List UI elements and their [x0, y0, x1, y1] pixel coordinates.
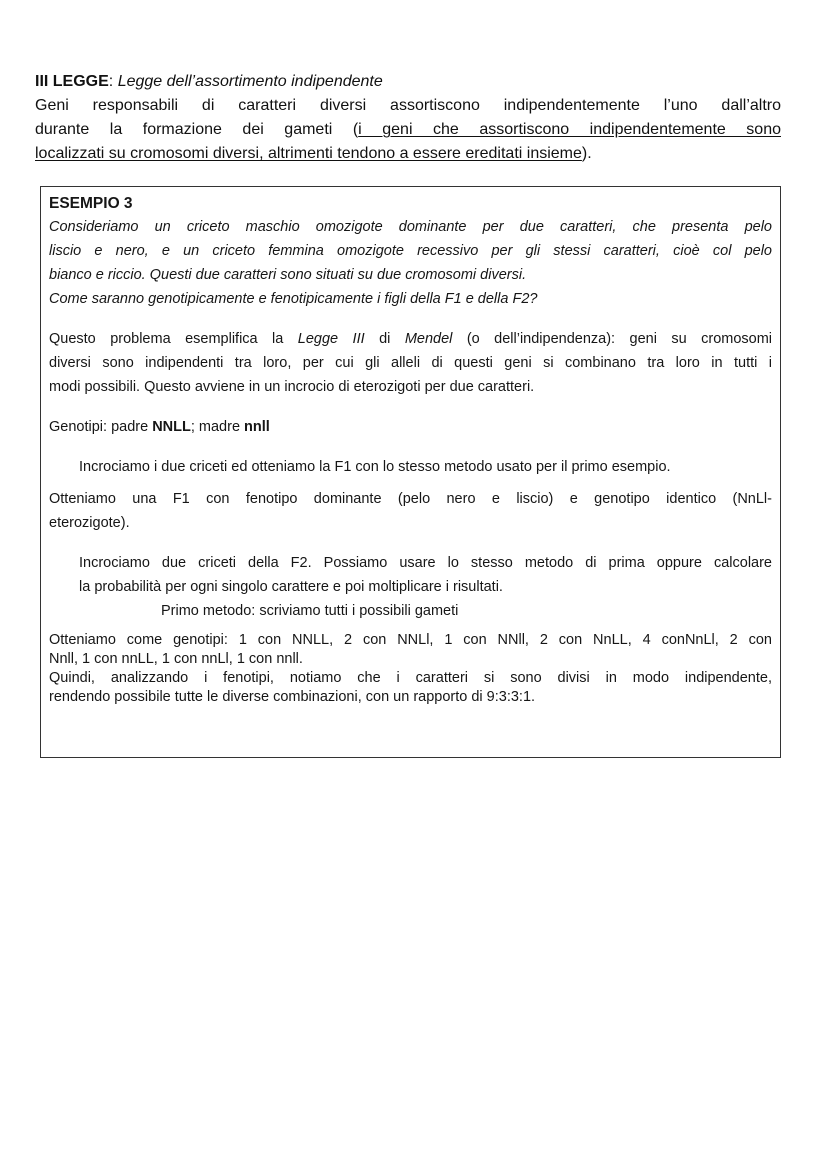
cross-2-line-2: la probabilità per ogni singolo carattere e poi moltiplicare i risultati.: [79, 579, 503, 595]
law-colon: :: [108, 73, 118, 90]
father-genotype: NNLL: [152, 419, 191, 435]
mother-genotype: nnll: [244, 419, 270, 435]
law-line-3-tail: ).: [581, 145, 592, 162]
problem-line-4: Come saranno genotipicamente e fenotipicamente i figli della F1 e della F2?: [49, 291, 538, 307]
conclusion-line-2: rendendo possibile tutte le diverse combinazioni, con un rapporto di 9:3:3:1.: [49, 689, 536, 705]
law-name: Legge dell’assortimento indipendente: [117, 73, 383, 90]
law-line-2: [35, 118, 781, 142]
law-line-2-underlined: i geni che assortiscono indipendentemente sono: [358, 121, 781, 138]
problem-line-3: bianco e riccio. Questi due caratteri sono situati su due cromosomi diversi.: [49, 267, 527, 283]
explanation-line-3: modi possibili. Questo avviene in un incrocio di eterozigoti per due caratteri.: [49, 379, 535, 395]
law-description: [35, 94, 781, 166]
law-section: [35, 70, 781, 166]
cross-2-line-1: Incrociamo due criceti della F2. Possiamo usare lo stesso metodo di prima oppure calcolare: [79, 555, 772, 571]
explanation-prefix: Questo problema esemplifica la: [49, 331, 298, 347]
cross-2: [49, 551, 772, 599]
problem-line-2: liscio e nero, e un criceto femmina omozigote recessivo per gli stessi caratteri, cioè col pelo: [49, 243, 772, 259]
law-line-3-underlined: localizzati su cromosomi diversi, altrimenti tendono a essere ereditati insieme: [35, 145, 582, 162]
f1-result: [49, 487, 772, 535]
f1-line-1: Otteniamo una F1 con fenotipo dominante (pelo nero e liscio) e genotipo identico (NnLl-: [49, 491, 772, 507]
law-line-2-plain: durante la formazione dei gameti (: [35, 121, 359, 138]
example-box: [40, 186, 781, 758]
explanation-suffix: (o dell’indipendenza): geni su cromosomi: [452, 331, 773, 347]
cross-1: Incrociamo i due criceti ed otteniamo la F1 con lo stesso metodo usato per il primo esempio.: [79, 459, 671, 475]
f1-line-2: eterozigote).: [49, 515, 130, 531]
result-line-2: Nnll, 1 con nnLL, 1 con nnLl, 1 con nnll.: [49, 651, 303, 667]
explanation: [49, 327, 772, 399]
law-line-1: Geni responsabili di caratteri diversi assortiscono indipendentemente l’uno dall’altro: [35, 97, 781, 114]
example-title: ESEMPIO 3: [49, 195, 133, 212]
problem-line-1: Consideriamo un criceto maschio omozigote dominante per due caratteri, che presenta pelo: [49, 219, 772, 235]
law-label: III LEGGE: [35, 73, 109, 90]
problem-statement: [49, 215, 772, 311]
explanation-law: Legge III: [297, 331, 365, 347]
result-line-1: Otteniamo come genotipi: 1 con NNLL, 2 con NNLl, 1 con NNll, 2 con NnLL, 4 conNnLl, 2 con: [49, 632, 772, 648]
explanation-line-2: diversi sono indipendenti tra loro, per cui gli alleli di questi geni si combinano tra loro in tutti i: [49, 355, 772, 371]
genotypes-label: Genotipi: padre: [49, 419, 153, 435]
conclusion-line-1: Quindi, analizzando i fenotipi, notiamo che i caratteri si sono divisi in modo indipendente,: [49, 670, 772, 686]
explanation-mendel: Mendel: [404, 331, 453, 347]
genotypes-separator: ; madre: [190, 419, 245, 435]
genotypes: [49, 415, 772, 439]
law-heading: [35, 70, 781, 94]
method-heading: Primo metodo: scriviamo tutti i possibili gameti: [161, 603, 459, 619]
explanation-mid: di: [364, 331, 405, 347]
explanation-line-1: [49, 327, 772, 351]
law-line-3: [35, 142, 781, 166]
results: [49, 631, 772, 707]
